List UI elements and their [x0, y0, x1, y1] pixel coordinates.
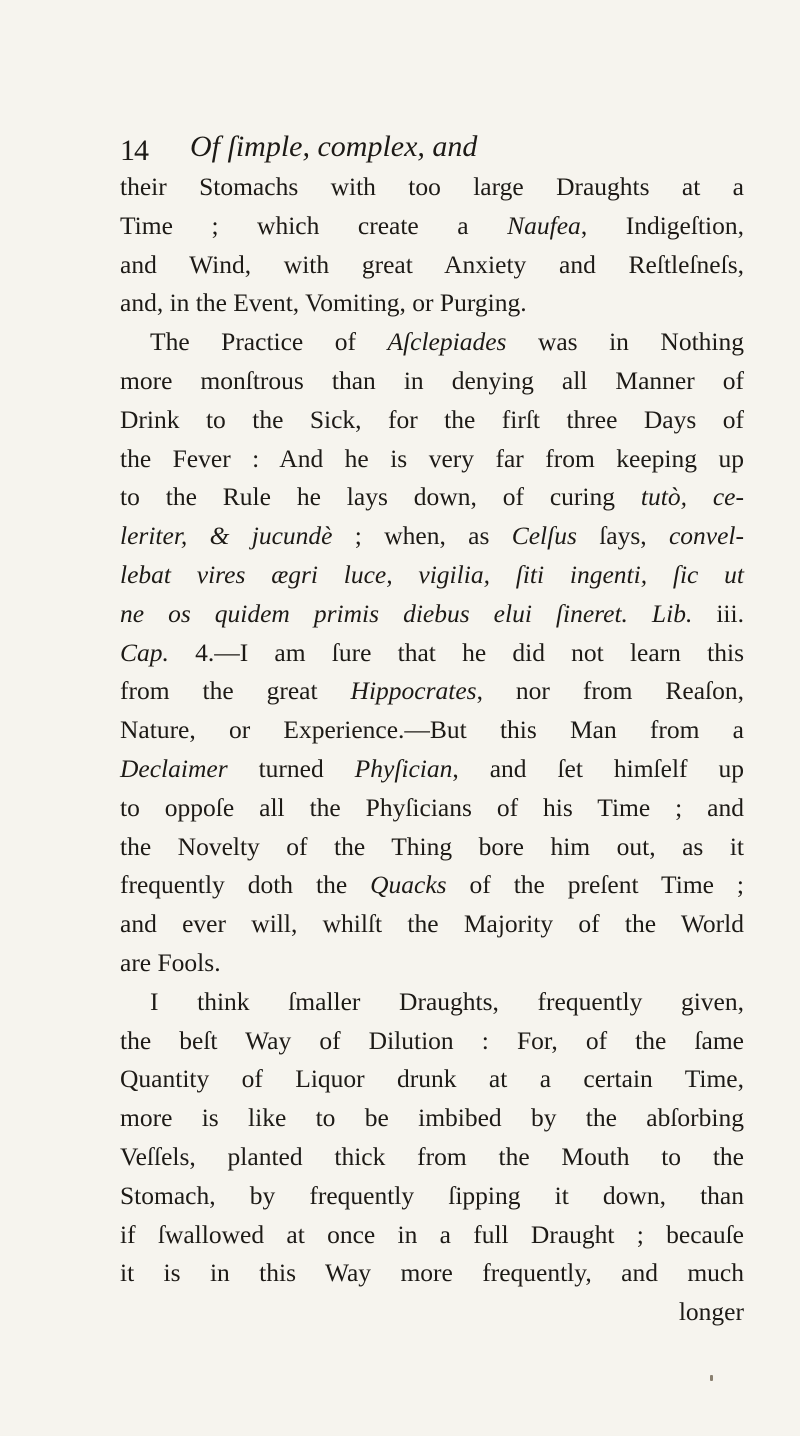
roman-text: the beſt Way of Dilution : For, of the ſame	[120, 1025, 744, 1055]
roman-text: Time ; which create a	[120, 210, 508, 240]
italic-text: Quacks	[370, 870, 447, 900]
text-line	[120, 672, 744, 711]
roman-text: and ever will, whilſt the Majority of the World	[120, 909, 744, 939]
roman-text: and Wind, with great Anxiety and Reſtleſneſs,	[120, 249, 744, 279]
roman-text: if ſwallowed at once in a full Draught ; becauſe	[120, 1219, 744, 1249]
roman-text: longer	[678, 1297, 744, 1327]
text-line	[120, 1022, 744, 1061]
roman-text: to oppoſe all the Phyſicians of his Time ; and	[120, 792, 744, 822]
italic-text: convel-	[668, 521, 744, 551]
roman-text: , and ſet himſelf up	[452, 753, 744, 783]
italic-text: Cap.	[120, 637, 169, 667]
roman-text: I think ſmaller Draughts, frequently given,	[150, 986, 744, 1016]
text-line	[120, 284, 744, 323]
italic-text: lebat vires ægri luce, vigilia, ſiti ingenti, ſic ut	[120, 559, 744, 589]
text-line	[120, 711, 744, 750]
text-line	[120, 1099, 744, 1138]
text-line	[120, 1138, 744, 1177]
text-line	[120, 440, 744, 479]
text-line	[120, 323, 744, 362]
text-line	[120, 1254, 744, 1293]
text-line	[120, 634, 744, 673]
italic-text: Hippocrates	[350, 676, 477, 706]
italic-text: Phyſician	[354, 753, 453, 783]
roman-text: to the Rule he lays down, of curing	[120, 482, 641, 512]
text-line	[120, 905, 744, 944]
roman-text: more is like to be imbibed by the abſorbing	[120, 1103, 744, 1133]
text-line	[120, 401, 744, 440]
text-line	[120, 246, 744, 285]
roman-text: from the great	[120, 676, 351, 706]
italic-text: ne os quidem primis diebus elui ſineret. Lib.	[120, 598, 693, 628]
roman-text: are Fools.	[120, 947, 221, 977]
text-line	[120, 750, 744, 789]
roman-text: the Fever : And he is very far from keeping up	[120, 443, 744, 473]
text-line	[120, 362, 744, 401]
running-title: Of ſimple, complex, and	[190, 130, 478, 163]
roman-text: more monſtrous than in denying all Manner of	[120, 365, 744, 395]
text-line	[120, 478, 744, 517]
roman-text: Stomach, by frequently ſipping it down, than	[120, 1180, 744, 1210]
catchword	[120, 1293, 744, 1332]
roman-text: and, in the Event, Vomiting, or Purging.	[120, 288, 527, 318]
roman-text: it is in this Way more frequently, and much	[120, 1258, 744, 1288]
italic-text: Aſclepiades	[387, 327, 507, 357]
roman-text: iii.	[692, 598, 744, 628]
roman-text: Quantity of Liquor drunk at a certain Time,	[120, 1064, 744, 1094]
roman-text: Drink to the Sick, for the firſt three Days of	[120, 404, 744, 434]
text-line	[120, 1216, 744, 1255]
text-line	[120, 1060, 744, 1099]
roman-text: ſays,	[576, 521, 669, 551]
roman-text: frequently doth the	[120, 870, 371, 900]
italic-text: Celſus	[511, 521, 577, 551]
roman-text: 4.—I am ſure that he did not learn this	[168, 637, 744, 667]
text-line	[120, 1177, 744, 1216]
roman-text: The Practice of	[150, 327, 388, 357]
roman-text: Nature, or Experience.—But this Man from a	[120, 715, 744, 745]
italic-text: Declaimer	[120, 753, 228, 783]
page-number: 14	[120, 134, 148, 167]
roman-text: ; when, as	[332, 521, 512, 551]
roman-text: the Novelty of the Thing bore him out, as it	[120, 831, 744, 861]
text-line	[120, 983, 744, 1022]
roman-text: turned	[227, 753, 355, 783]
text-line	[120, 595, 744, 634]
text-line	[120, 517, 744, 556]
paper-mark	[710, 1375, 713, 1381]
roman-text: Veſſels, planted thick from the Mouth to the	[120, 1141, 744, 1171]
text-line	[120, 866, 744, 905]
text-line	[120, 556, 744, 595]
italic-text: leriter, & jucundè	[120, 521, 333, 551]
roman-text: , Indigeſtion,	[580, 210, 744, 240]
text-line	[120, 168, 744, 207]
text-line	[120, 828, 744, 867]
roman-text: of the preſent Time ;	[446, 870, 744, 900]
body-text	[120, 168, 744, 1332]
italic-text: tutò, ce-	[640, 482, 744, 512]
roman-text: , nor from Reaſon,	[476, 676, 744, 706]
roman-text: their Stomachs with too large Draughts at a	[120, 172, 744, 201]
text-line	[120, 207, 744, 246]
italic-text: Naufea	[507, 210, 581, 240]
roman-text: was in Nothing	[506, 327, 744, 357]
text-line	[120, 789, 744, 828]
text-line	[120, 944, 744, 983]
